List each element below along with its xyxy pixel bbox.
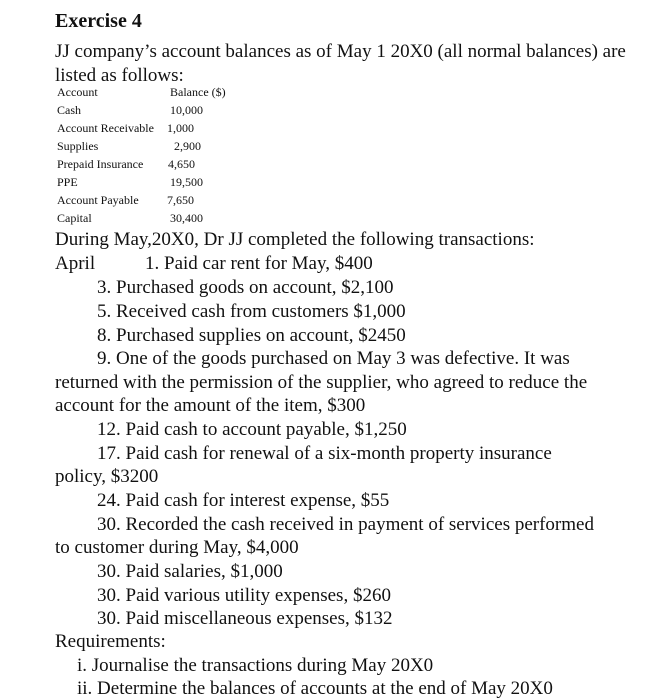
transaction-line: 30. Paid miscellaneous expenses, $132 <box>97 608 393 629</box>
transaction-line: account for the amount of the item, $300 <box>55 395 366 416</box>
account-balance: 19,500 <box>170 175 203 189</box>
transaction-line: policy, $3200 <box>55 466 159 487</box>
transaction-line: 30. Paid salaries, $1,000 <box>97 561 283 582</box>
exercise-title: Exercise 4 <box>55 10 142 32</box>
header-balance: Balance ($) <box>170 85 226 99</box>
transaction-line: returned with the permission of the supplier, who agreed to reduce the <box>55 372 588 393</box>
transaction-line: 9. One of the goods purchased on May 3 was defective. It was <box>97 348 570 369</box>
transactions-intro: During May,20X0, Dr JJ completed the following transactions: <box>55 229 535 250</box>
transaction-line: 5. Received cash from customers $1,000 <box>97 301 406 322</box>
intro-text: JJ company’s account balances as of May 1 20X0 (all normal balances) are listed as follows: <box>55 41 626 86</box>
account-balance: 7,650 <box>167 193 194 207</box>
transaction-line: 30. Paid various utility expenses, $260 <box>97 585 391 606</box>
account-name: Prepaid Insurance <box>57 157 144 171</box>
account-name: Account Payable <box>57 193 139 207</box>
requirement-line: i. Journalise the transactions during May 20X0 <box>77 655 434 676</box>
transaction-line: 1. Paid car rent for May, $400 <box>145 253 373 274</box>
account-name: PPE <box>57 175 78 189</box>
month-label: April <box>55 253 96 274</box>
account-balance: 1,000 <box>167 121 194 135</box>
account-balance: 30,400 <box>170 211 203 225</box>
transaction-line: 12. Paid cash to account payable, $1,250 <box>97 419 407 440</box>
transaction-line: 17. Paid cash for renewal of a six-month property insurance <box>97 443 552 464</box>
account-balance: 2,900 <box>174 139 201 153</box>
header-account: Account <box>57 85 98 99</box>
transaction-line: to customer during May, $4,000 <box>55 537 299 558</box>
transaction-line: 30. Recorded the cash received in payment of services performed <box>97 514 594 535</box>
transaction-line: 3. Purchased goods on account, $2,100 <box>97 277 394 298</box>
transaction-line: 24. Paid cash for interest expense, $55 <box>97 490 390 511</box>
account-name: Account Receivable <box>57 121 154 135</box>
account-name: Cash <box>57 103 81 117</box>
account-balance: 10,000 <box>170 103 203 117</box>
requirement-line: ii. Determine the balances of accounts at the end of May 20X0 <box>77 678 553 699</box>
transaction-line: 8. Purchased supplies on account, $2450 <box>97 325 406 346</box>
account-name: Supplies <box>57 139 99 153</box>
account-name: Capital <box>57 211 92 225</box>
requirements-label: Requirements: <box>55 631 166 652</box>
account-balance: 4,650 <box>168 157 195 171</box>
